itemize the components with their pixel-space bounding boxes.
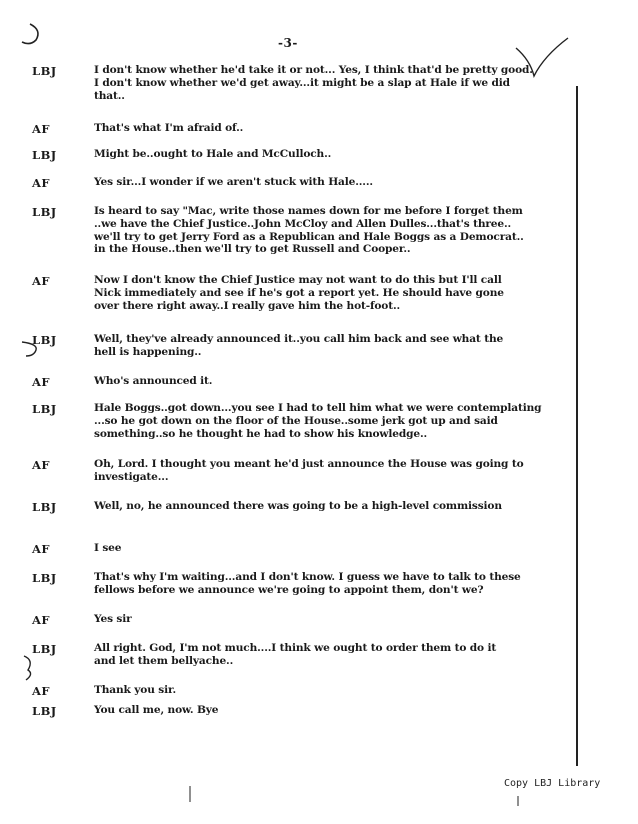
speech-text: Who's announced it. <box>94 375 213 387</box>
speech-text: I don't know whether he'd take it or not... Yes, I think that'd be pretty good. I don't know whether we'd get away...it might be a slap at Hale if we did that.. <box>94 64 533 102</box>
speaker-label: AF <box>32 274 51 288</box>
page-number: -3- <box>278 36 298 50</box>
speaker-label: LBJ <box>32 642 57 656</box>
speech-text: You call me, now. Bye <box>94 704 219 716</box>
margin-rule <box>576 86 578 766</box>
speaker-label: AF <box>32 684 51 698</box>
speaker-label: AF <box>32 122 51 136</box>
speaker-label: AF <box>32 176 51 190</box>
speaker-label: LBJ <box>32 704 57 718</box>
speaker-label: AF <box>32 458 51 472</box>
speech-text: That's why I'm waiting...and I don't know. I guess we have to talk to these fellows before we announce we're going to appoint them, don't we? <box>94 571 521 596</box>
speech-text: Hale Boggs..got down...you see I had to tell him what we were contemplating ...so he got down on the floor of the House..some jerk got up and said something..so he thought he had to show his knowledge.. <box>94 402 542 440</box>
speaker-label: AF <box>32 613 51 627</box>
speaker-label: LBJ <box>32 571 57 585</box>
speech-text: Might be..ought to Hale and McCulloch.. <box>94 148 332 160</box>
speech-text: I see <box>94 542 122 554</box>
speaker-label: LBJ <box>32 402 57 416</box>
speech-text: That's what I'm afraid of.. <box>94 122 244 134</box>
speech-text: Thank you sir. <box>94 684 176 696</box>
speech-text: Yes sir <box>94 613 132 625</box>
speech-text: All right. God, I'm not much....I think we ought to order them to do it and let them bellyache.. <box>94 642 497 667</box>
bracket-mark-2 <box>24 656 31 680</box>
speaker-label: AF <box>32 542 51 556</box>
speaker-label: LBJ <box>32 333 57 347</box>
speaker-label: LBJ <box>32 500 57 514</box>
speech-text: Is heard to say "Mac, write those names down for me before I forget them ..we have the Chief Justice..John McCloy and Allen Dulles...that's three.. we'll try to get Jerry Ford as a Republican and Hale Boggs as a Democrat.. in the House..then we'll try to get Russell and Cooper.. <box>94 205 524 256</box>
corner-tick-mark <box>22 24 38 44</box>
speech-text: Oh, Lord. I thought you meant he'd just announce the House was going to investigate... <box>94 458 524 483</box>
speech-text: Well, they've already announced it..you call him back and see what the hell is happening.. <box>94 333 504 358</box>
speaker-label: LBJ <box>32 64 57 78</box>
library-stamp: Copy LBJ Library <box>504 778 601 789</box>
speech-text: Yes sir...I wonder if we aren't stuck with Hale..... <box>94 176 373 188</box>
speaker-label: AF <box>32 375 51 389</box>
speech-text: Well, no, he announced there was going to be a high-level commission <box>94 500 502 512</box>
speaker-label: LBJ <box>32 205 57 219</box>
speech-text: Now I don't know the Chief Justice may not want to do this but I'll call Nick immediately and see if he's got a report yet. He should have gone over there right away..I really gave him the hot-foot.. <box>94 274 504 312</box>
speaker-label: LBJ <box>32 148 57 162</box>
